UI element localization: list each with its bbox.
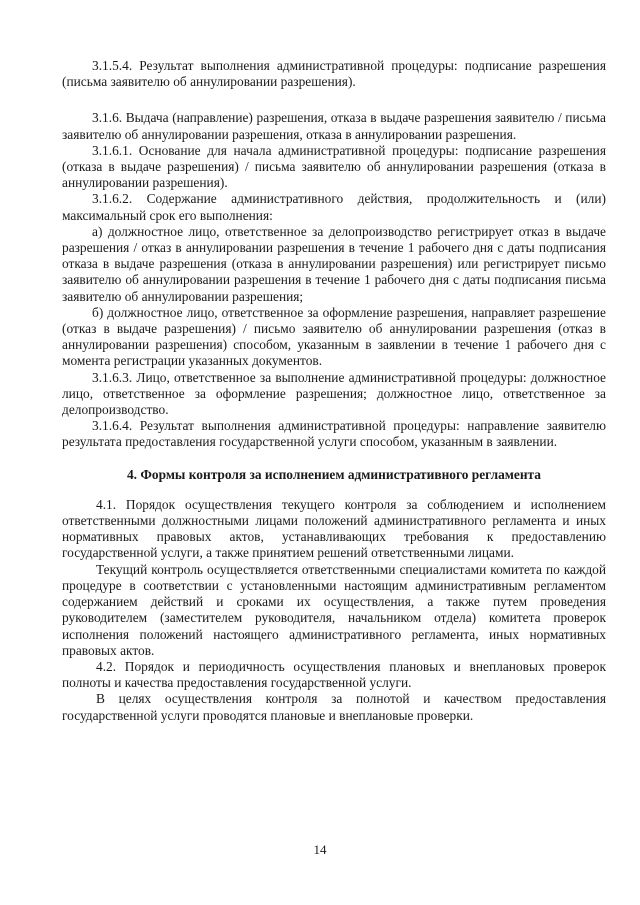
paragraph-item-b: б) должностное лицо, ответственное за оформление разрешения, направляет разрешение (отказ в выдаче разрешения) / письмо заявителю об аннулировании разрешения (отказ в аннулировании разрешения) способом, указанным в заявлении в течение 1 рабочего дня с момента регистрации указанных документов. xyxy=(62,304,606,369)
page-number: 14 xyxy=(313,842,327,857)
paragraph-3-1-6: 3.1.6. Выдача (направление) разрешения, отказа в выдаче разрешения заявителю / письма заявителю об аннулировании разрешения, отказа в аннулировании разрешения. xyxy=(62,110,606,142)
paragraph-item-a: а) должностное лицо, ответственное за делопроизводство регистрирует отказ в выдаче разрешения / отказ в аннулировании разрешения в течение 1 рабочего дня с даты подписания отказа в выдаче разрешения (отказа в аннулировании разрешения) или регистрирует письмо заявителю об аннулировании разрешения в течение 1 рабочего дня с даты подписания письма заявителю об аннулировании разрешения; xyxy=(62,223,606,304)
paragraph-4-2: 4.2. Порядок и периодичность осуществления плановых и внеплановых проверок полноты и качества предоставления государственной услуги. xyxy=(62,658,606,691)
paragraph-3-1-6-3: 3.1.6.3. Лицо, ответственное за выполнение административной процедуры: должностное лицо, ответственное за оформление разрешения; должностное лицо, ответственное за делопроизводство. xyxy=(62,369,606,418)
paragraph-current-control: Текущий контроль осуществляется ответственными специалистами комитета по каждой процедуре в соответствии с установленными настоящим административным регламентом содержанием действий и сроками их осуществления, а также путем проведения руководителем (заместителем руководителя, начальником отдела) комитета проверок исполнения положений настоящего административного регламента, иных нормативных правовых актов. xyxy=(62,561,606,658)
paragraph-3-1-6-4: 3.1.6.4. Результат выполнения административной процедуры: направление заявителю результата предоставления государственной услуги способом, указанным в заявлении. xyxy=(62,418,606,450)
paragraph-checks: В целях осуществления контроля за полнотой и качеством предоставления государственной услуги проводятся плановые и внеплановые проверки. xyxy=(62,691,606,723)
paragraph-4-1: 4.1. Порядок осуществления текущего контроля за соблюдением и исполнением ответственными должностными лицами положений административного регламента и иных нормативных правовых актов, устанавливающих требования к предоставлению государственной услуги, а также принятием решений ответственными лицами. xyxy=(62,496,606,561)
paragraph-3-1-5-4: 3.1.5.4. Результат выполнения административной процедуры: подписание разрешения (письма заявителю об аннулировании разрешения). xyxy=(62,58,606,90)
section-4-heading: 4. Формы контроля за исполнением административного регламента xyxy=(126,466,541,482)
paragraph-3-1-6-2: 3.1.6.2. Содержание административного действия, продолжительность и (или) максимальный срок его выполнения: xyxy=(62,191,606,223)
paragraph-3-1-6-1: 3.1.6.1. Основание для начала административной процедуры: подписание разрешения (отказа в выдаче разрешения) / письма заявителю об аннулировании разрешения (отказа в аннулировании разрешения). xyxy=(62,142,606,191)
